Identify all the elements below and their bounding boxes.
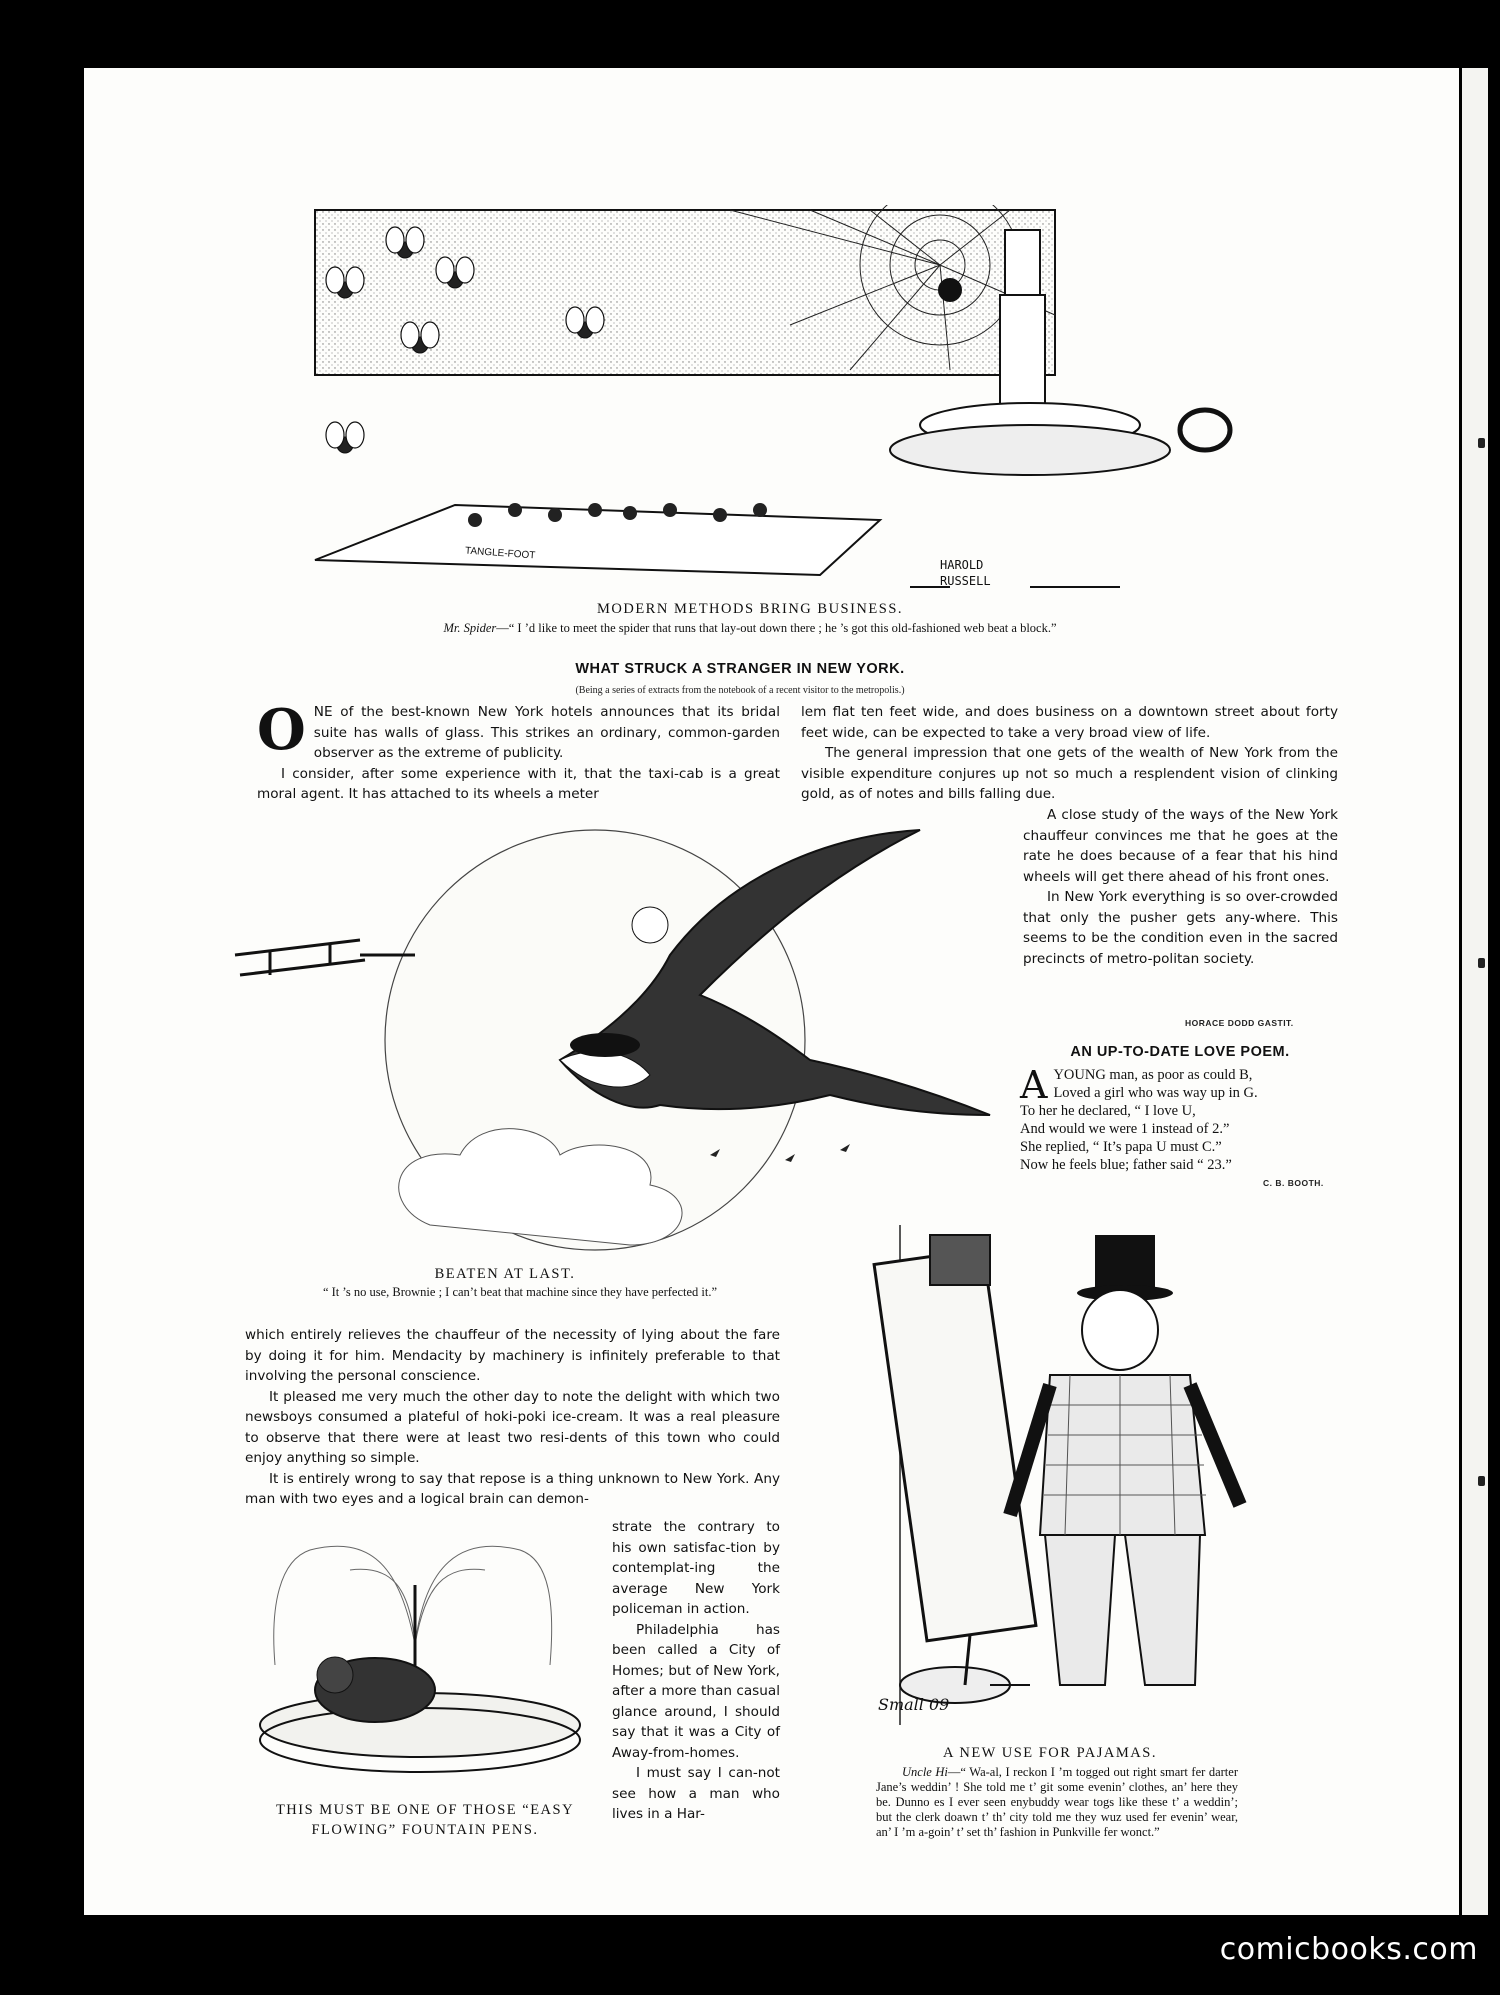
article-column-lower: [245, 1325, 780, 1510]
article-column-2: [801, 702, 1338, 805]
site-watermark: comicbooks.com: [1219, 1932, 1478, 1967]
poem-drop-cap: A: [1020, 1063, 1048, 1107]
article-headline: WHAT STRUCK A STRANGER IN NEW YORK.: [575, 661, 905, 677]
paragraph: A close study of the ways of the New York chauffeur convinces me that he goes at the rate he does because of a fear that his hind wheels will get there ahead of his front ones.: [1023, 807, 1338, 885]
spider-cartoon-title: MODERN METHODS BRING BUSINESS.: [596, 601, 904, 617]
fountain-cartoon-title: [250, 1800, 600, 1840]
spider-cartoon-illustration: [310, 205, 1240, 605]
article-column-1: [257, 697, 780, 805]
paragraph: I consider, after some experience with it, that the taxi-cab is a great moral agent. It has attached to its wheels a meter: [257, 765, 780, 802]
drop-cap: O: [257, 697, 306, 763]
poem-line: To her he declared, “ I love U,: [1020, 1103, 1196, 1119]
paragraph: lem flat ten feet wide, and does business on a downtown street about forty feet wide, can be expected to take a very broad view of life.: [801, 704, 1338, 741]
article-column-narrow: [612, 1517, 780, 1825]
swallow-cartoon-caption: “ It ’s no use, Brownie ; I can’t beat that machine since they have perfected it.”: [322, 1285, 718, 1299]
poem-author: C. B. BOOTH.: [1263, 1178, 1324, 1188]
poem-line: Loved a girl who was way up in G.: [1053, 1085, 1258, 1101]
artist-signature: HAROLD RUSSELL: [940, 558, 991, 588]
paragraph: I must say I can-not see how a man who lives in a Har-: [612, 1765, 780, 1822]
poem-line: Now he feels blue; father said “ 23.”: [1020, 1157, 1232, 1173]
paragraph: It is entirely wrong to say that repose is a thing unknown to New York. Any man with two eyes and a logical brain can demon-: [245, 1470, 780, 1507]
poem-line: And would we were 1 instead of 2.”: [1020, 1121, 1230, 1137]
fountain-title-line-1: THIS MUST BE ONE OF THOSE “EASY: [275, 1802, 575, 1818]
speaker-quote: —“ Wa-al, I reckon I ’m togged out right smart fer darter Jane’s weddin’ ! She told me t’ git some evenin’ clothes, an’ here they be. Dunno es I ever seen enybuddy wear togs like these t’ a weddin’; but the clerk doawn t’ th’ city told me they wuz used fer evenin’ wear, an’ I ’m a-goin’ t’ set th’ fashion in Punkville fer wonct.”: [876, 1765, 1238, 1839]
speaker-quote: —“ I ’d like to meet the spider that runs that lay-out down there ; he ’s got this old-fashioned web beat a block.”: [496, 621, 1057, 635]
artist-signature: Small 09: [878, 1695, 950, 1714]
spider-cartoon-caption: [340, 621, 1160, 636]
poem-line: YOUNG man, as poor as could B,: [1053, 1067, 1253, 1083]
paragraph: strate the contrary to his own satisfac-tion by contemplat-ing the average New York policeman in action.: [612, 1519, 780, 1617]
speaker-name: Uncle Hi: [902, 1765, 948, 1779]
paragraph: which entirely relieves the chauffeur of the necessity of lying about the fare by doing it for him. Mendacity by machinery is infinitely preferable to that involving the personal conscience.: [245, 1327, 780, 1384]
speaker-name: Mr. Spider: [443, 621, 497, 635]
poem-title: AN UP-TO-DATE LOVE POEM.: [1070, 1044, 1290, 1060]
pajama-cartoon-title: A NEW USE FOR PAJAMAS.: [943, 1745, 1157, 1761]
swallow-cartoon-title: BEATEN AT LAST.: [434, 1266, 576, 1282]
paragraph: The general impression that one gets of the wealth of New York from the visible expenditure conjures up not so much a resplendent vision of clinking gold, as of notes and bills falling due.: [801, 745, 1338, 802]
paragraph: It pleased me very much the other day to note the delight with which two newsboys consumed a plateful of hoki-poki ice-cream. It was a real pleasure to observe that there were at least two resi-dents of this town who could enjoy anything so simple.: [245, 1388, 780, 1466]
article-subhead: (Being a series of extracts from the notebook of a recent visitor to the metropolis.): [575, 685, 905, 696]
paragraph: Philadelphia has been called a City of Homes; but of New York, after a more than casual glance around, I should say that it was a City of Away-from-homes.: [612, 1621, 780, 1761]
pajama-cartoon-caption: [876, 1765, 1238, 1840]
article-author: HORACE DODD GASTIT.: [1185, 1018, 1294, 1028]
paragraph: In New York everything is so over-crowded that only the pusher gets any-where. This seems to be the condition even in the sacred precincts of metro-politan society.: [1023, 889, 1338, 967]
swallow-airplane-illustration: [230, 815, 1010, 1270]
paper-label: TANGLE-FOOT: [464, 545, 536, 562]
fountain-title-line-2: FLOWING” FOUNTAIN PENS.: [311, 1822, 539, 1838]
article-column-3: [1023, 805, 1338, 969]
pig-fountain-illustration: [250, 1525, 605, 1795]
pajama-man-illustration: [870, 1215, 1270, 1735]
love-poem: [1020, 1063, 1340, 1174]
next-page-edge: [1462, 68, 1488, 1915]
paragraph: NE of the best-known New York hotels announces that its bridal suite has walls of glass. This strikes an ordinary, common-garden observer as the extreme of publicity.: [313, 704, 780, 761]
poem-line: She replied, “ It’s papa U must C.”: [1020, 1139, 1222, 1155]
